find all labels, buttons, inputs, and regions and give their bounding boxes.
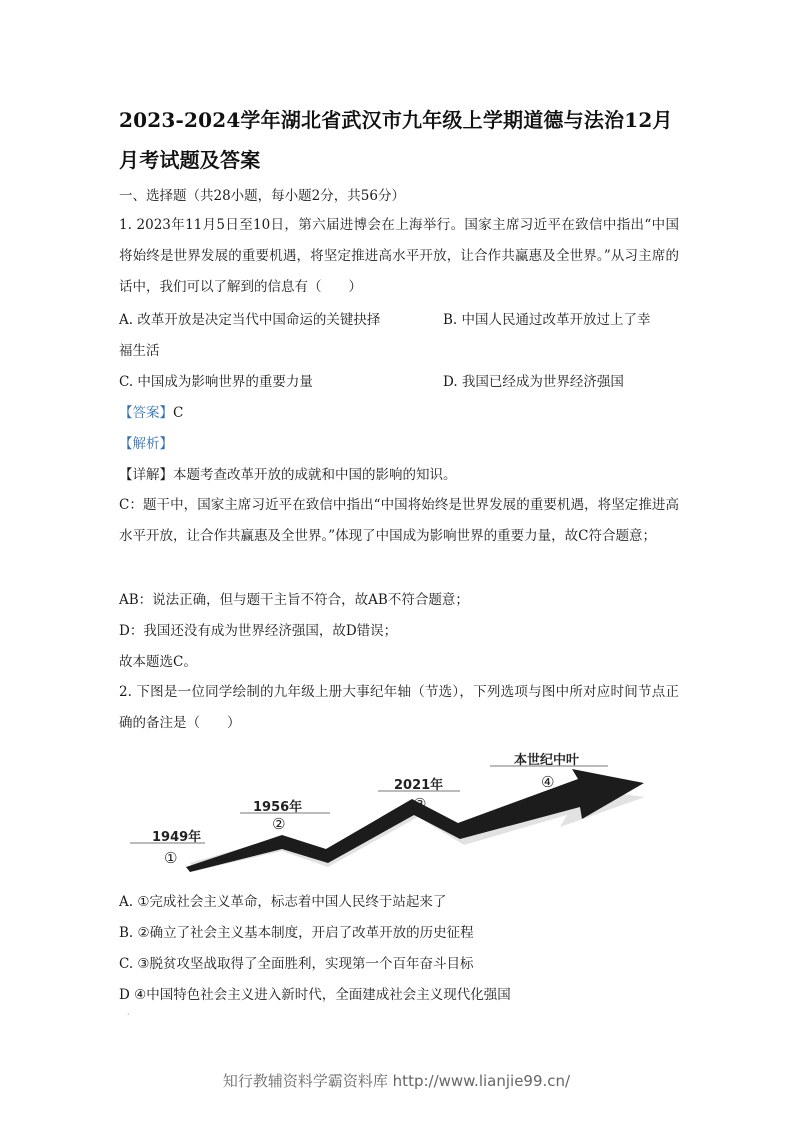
answer-value: C: [173, 405, 184, 421]
detail-label: 【详解】: [119, 467, 173, 483]
q1-explain-c: C：题干中，国家主席习近平在致信中指出“中国将始终是世界发展的重要机遇，将坚定推进高水平开放，让合作共赢惠及全世界。”体现了中国成为影响世界的重要力量，故C符合题意；: [119, 497, 679, 544]
q1-stem: 1. 2023年11月5日至10日，第六届进博会在上海举行。国家主席习近平在致信中指出“中国将始终是世界发展的重要机遇，将坚定推进高水平开放，让合作共赢惠及全世界。”从习主席的话中，我们可以了解到的信息有（ ）: [119, 217, 679, 295]
q1-explain-d: D：我国还没有成为世界经济强国，故D错误；: [119, 623, 398, 639]
footer-watermark: 知行教辅资料学霸资料库 http://www.lianjie99.cn/: [222, 1072, 571, 1090]
timeline-label-3: 2021年: [394, 778, 444, 793]
analysis-label: 【解析】: [119, 436, 173, 452]
q1-option-a: A. 改革开放是决定当代中国命运的关键抉择: [119, 312, 381, 328]
timeline-label-4: 本世纪中叶: [514, 753, 580, 768]
q2-option-a: A. ①完成社会主义革命，标志着中国人民终于站起来了: [119, 894, 447, 910]
detail-text: 本题考查改革开放的成就和中国的影响的知识。: [173, 467, 457, 483]
timeline-label-1: 1949年: [152, 830, 202, 845]
q1-answer: [119, 403, 679, 423]
q1-option-c: C. 中国成为影响世界的重要力量: [119, 374, 313, 390]
q1-option-b: B. 中国人民通过改革开放过上了幸: [443, 312, 651, 328]
stray-mark: ·: [127, 1010, 130, 1019]
q1-analysis-heading: [119, 434, 679, 454]
document-title: 2023-2024学年湖北省武汉市九年级上学期道德与法治12月月考试题及答案: [119, 108, 673, 172]
q1-option-d: D. 我国已经成为世界经济强国: [443, 374, 624, 390]
q1-conclusion: 故本题选C。: [119, 654, 197, 670]
q1-option-b-continued: 福生活: [119, 343, 160, 359]
timeline-marker-2: ②: [272, 815, 286, 833]
q1-explain-ab: AB：说法正确，但与题干主旨不符合，故AB不符合题意；: [119, 592, 469, 608]
q2-option-b: B. ②确立了社会主义基本制度，开启了改革开放的历史征程: [119, 925, 474, 941]
section-heading: 一、选择题（共28小题，每小题2分，共56分）: [119, 188, 405, 204]
q1-detail: [119, 465, 679, 485]
q2-stem: 2. 下图是一位同学绘制的九年级上册大事纪年轴（节选），下列选项与图中所对应时间节点正确的备注是（ ）: [119, 684, 679, 731]
q2-option-c: C. ③脱贫攻坚战取得了全面胜利，实现第一个百年奋斗目标: [119, 956, 474, 972]
timeline-label-2: 1956年: [253, 800, 303, 815]
timeline-diagram: [120, 745, 680, 875]
timeline-marker-1: ①: [164, 849, 178, 867]
timeline-marker-3: ③: [413, 795, 427, 813]
answer-label: 【答案】: [119, 405, 173, 421]
timeline-marker-4: ④: [541, 773, 555, 791]
q2-option-d: D ④中国特色社会主义进入新时代，全面建成社会主义现代化强国: [119, 987, 511, 1003]
